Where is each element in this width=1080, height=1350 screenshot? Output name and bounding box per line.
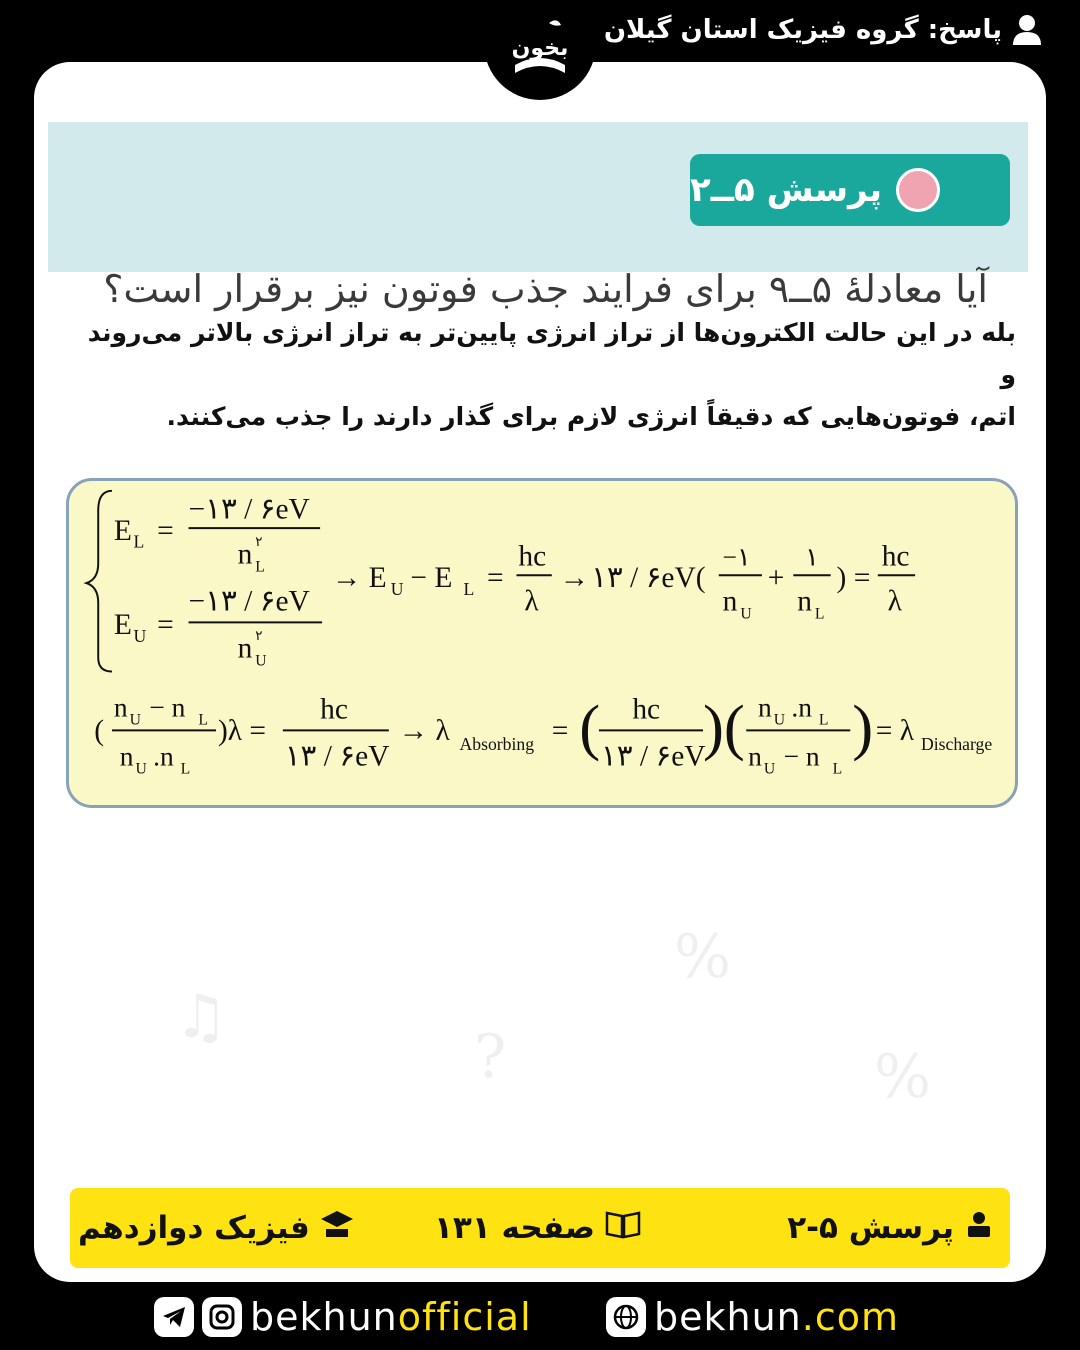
book-logo-icon [505, 15, 575, 85]
social-handle-text[interactable]: bekhunofficial [250, 1295, 532, 1339]
footer-page [434, 1188, 641, 1268]
answer-credit [604, 14, 1042, 46]
question-label [690, 154, 1010, 226]
thirteen: ۱۳ / ۶eV( [591, 562, 706, 595]
big-paren: )( [703, 692, 745, 763]
eu-n: n [237, 632, 253, 665]
watermark-symbol: ? [474, 1022, 507, 1092]
pink-dot-icon [896, 168, 940, 212]
teacher-icon [964, 1209, 994, 1247]
telegram-icon[interactable] [154, 1297, 194, 1337]
plus: + [767, 562, 785, 595]
nl: n [797, 585, 812, 618]
r3-den-u: U [763, 760, 776, 778]
denom-hc2: ۱۳ / ۶eV [600, 740, 706, 773]
footer-bar [70, 1188, 1010, 1268]
arrow: → λ [398, 715, 450, 748]
globe-icon[interactable] [606, 1297, 646, 1337]
absorbing: Absorbing [459, 734, 535, 755]
footer-book-text: فیزیک دوازدهم [78, 1210, 310, 1246]
r3-den: n [748, 741, 762, 772]
arrow: → E [331, 562, 387, 595]
answer-line-2: اتم، فوتون‌هایی که دقیقاً انرژی لازم برای گذار دارند را جذب می‌کنند. [166, 402, 1016, 431]
logo-text: بخون [511, 36, 569, 61]
question-header [48, 122, 1028, 311]
row2-sub-u: U [129, 711, 141, 729]
social-handle[interactable] [154, 1292, 532, 1342]
open-book-icon [605, 1209, 641, 1247]
row2-sub-l: L [198, 711, 208, 729]
r3-num-l: L [818, 711, 829, 729]
watermark-symbol: ♫ [174, 982, 228, 1052]
website-text[interactable]: bekhun.com [654, 1295, 900, 1339]
denom-hc: ۱۳ / ۶eV [284, 740, 390, 773]
row2-den: n [119, 741, 134, 772]
arrow: → [559, 562, 590, 595]
eq-sign: = [487, 562, 504, 595]
sub-u: U [390, 578, 404, 599]
close-eq: ) = [836, 562, 871, 595]
watermark-symbol: % [874, 1042, 932, 1112]
instagram-icon[interactable] [202, 1297, 242, 1337]
question-text: آیا معادلهٔ ۵ــ۹ برای فرایند جذب فوتون نیز برقرار است؟ [103, 267, 988, 311]
lambda2: λ [887, 585, 902, 618]
hc4: hc [632, 693, 661, 726]
watermark-symbol: % [674, 922, 732, 992]
eq-lambda: = λ [875, 715, 915, 748]
question-label-text: پرسش ۵ــ۲ [690, 170, 883, 210]
eu-num: −۱۳ / ۶eV [188, 585, 310, 618]
r3-num-b: .n [791, 692, 813, 723]
content-card [34, 62, 1046, 1282]
website[interactable] [606, 1292, 899, 1342]
paren-lambda: )λ = [218, 715, 267, 748]
el-E: E [113, 514, 132, 547]
sub-l: L [463, 578, 475, 599]
formula-svg [69, 481, 1015, 805]
discharge: Discharge [920, 734, 993, 755]
eq-sign: = [157, 609, 174, 642]
answer-text [76, 312, 1016, 438]
eu-E: E [113, 609, 132, 642]
eu-sq: ۲ [255, 628, 263, 644]
el-num: −۱۳ / ۶eV [188, 493, 310, 526]
row2-num: n [113, 692, 128, 723]
minus-E: − E [410, 562, 453, 595]
graduation-cap-icon [320, 1209, 354, 1247]
nu: n [722, 585, 738, 618]
formula-box [66, 478, 1018, 808]
user-icon [1012, 14, 1042, 46]
hc: hc [518, 540, 547, 573]
el-sub: L [133, 531, 145, 552]
footer-question-text: پرسش ۵-۲ [787, 1210, 954, 1246]
el-sq: ۲ [255, 533, 263, 549]
eu-sub: U [133, 626, 147, 647]
big-paren: ) [852, 692, 874, 763]
row2-den-b: .n [153, 741, 174, 772]
nu-sub: U [740, 605, 752, 623]
eu-nsub: U [255, 652, 267, 670]
row2-den-l: L [180, 760, 191, 778]
big-paren: ( [579, 692, 601, 763]
eq-sign: = [157, 514, 174, 547]
eq-sign: = [551, 715, 569, 748]
one: ۱ [805, 542, 819, 572]
credit-text: پاسخ: گروه فیزیک استان گیلان [603, 15, 1002, 45]
hc3: hc [320, 693, 348, 726]
el-n: n [237, 538, 253, 571]
row2-num-b: − n [149, 692, 186, 723]
row2-den-u: U [135, 760, 147, 778]
r3-den-b: − n [783, 741, 820, 772]
hc2: hc [881, 540, 910, 573]
footer-page-text: صفحه ۱۳۱ [434, 1210, 595, 1246]
r3-num: n [757, 692, 772, 723]
el-nsub: L [255, 558, 265, 576]
r3-den-l: L [832, 760, 843, 778]
footer-book [78, 1188, 354, 1268]
r3-num-u: U [773, 711, 786, 729]
minus-one: −۱ [722, 542, 751, 572]
nl-sub: L [814, 605, 825, 623]
brace [86, 491, 112, 672]
lambda: λ [524, 585, 539, 618]
footer-question [787, 1188, 994, 1268]
answer-line-1: بله در این حالت الکترون‌ها از تراز انرژی پایین‌تر به تراز انرژی بالاتر می‌روند و [87, 318, 1016, 389]
open-paren: ( [94, 715, 105, 748]
